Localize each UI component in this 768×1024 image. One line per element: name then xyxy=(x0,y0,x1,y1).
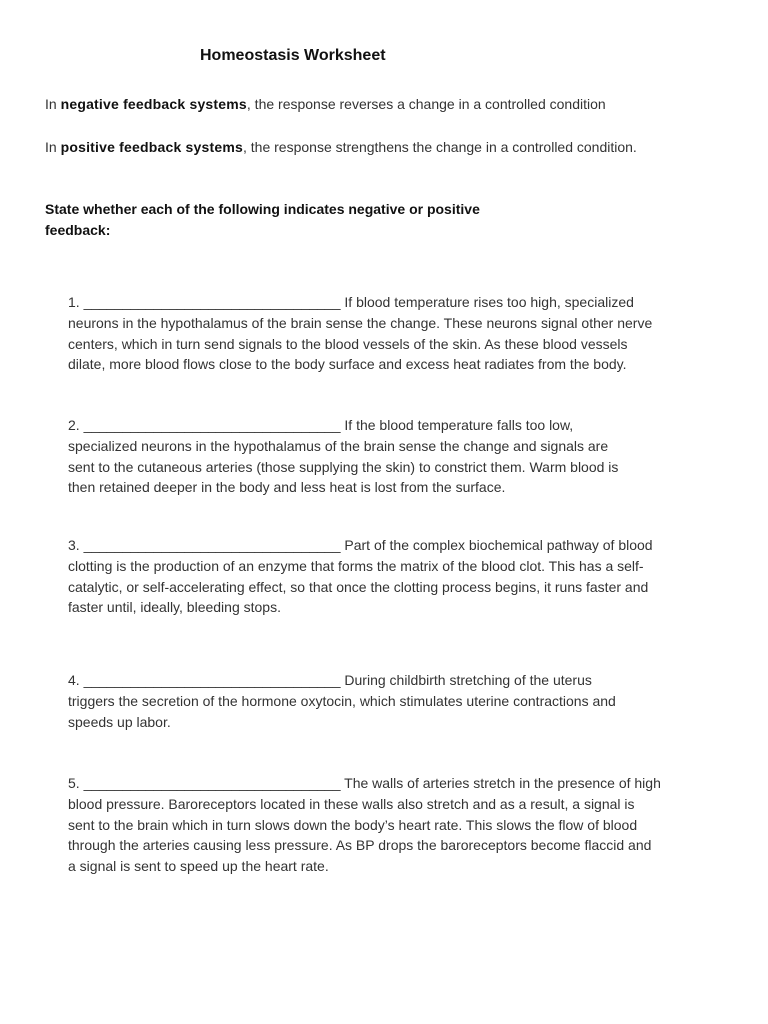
question-line: catalytic, or self-accelerating effect, so that once the clotting process begins, it runs faster and xyxy=(68,578,649,595)
question-line: 1. _________________________________ If blood temperature rises too high, specialized xyxy=(68,294,634,310)
question-line: faster until, ideally, bleeding stops. xyxy=(68,599,281,616)
question-line: 3. _________________________________ Part of the complex biochemical pathway of blood xyxy=(68,537,653,553)
instructions xyxy=(45,199,565,241)
question-line: specialized neurons in the hypothalamus of the brain sense the change and signals are xyxy=(68,437,609,454)
question-line: triggers the secretion of the hormone oxytocin, which stimulates uterine contractions and xyxy=(68,692,616,709)
question-line: through the arteries causing less pressure. As BP drops the baroreceptors become flaccid and xyxy=(68,837,652,854)
definition-text: , the response strengthens the change in a controlled condition. xyxy=(243,139,637,155)
question-line: 4. _________________________________ During childbirth stretching of the uterus xyxy=(68,672,592,688)
question-3 xyxy=(68,535,708,618)
question-5 xyxy=(68,773,708,877)
question-line: sent to the brain which in turn slows down the body’s heart rate. This slows the flow of blood xyxy=(68,816,638,833)
question-line: dilate, more blood flows close to the body surface and excess heat radiates from the body. xyxy=(68,356,627,373)
instruction-line: feedback: xyxy=(45,222,111,238)
question-line: speeds up labor. xyxy=(68,713,171,730)
question-line: 5. _________________________________ The walls of arteries stretch in the presence of high xyxy=(68,775,661,791)
question-line: sent to the cutaneous arteries (those supplying the skin) to constrict them. Warm blood is xyxy=(68,458,619,475)
definition-prefix: In xyxy=(45,96,61,112)
question-line: then retained deeper in the body and less heat is lost from the surface. xyxy=(68,479,506,496)
positive-feedback-term: positive feedback systems xyxy=(60,139,243,155)
question-line: a signal is sent to speed up the heart rate. xyxy=(68,858,329,875)
question-line: clotting is the production of an enzyme that forms the matrix of the blood clot. This has a self- xyxy=(68,557,644,574)
question-1 xyxy=(68,292,708,375)
question-line: blood pressure. Baroreceptors located in these walls also stretch and as a result, a signal is xyxy=(68,795,635,812)
question-line: neurons in the hypothalamus of the brain sense the change. These neurons signal other nerve xyxy=(68,314,653,331)
positive-feedback-definition xyxy=(45,138,637,156)
definition-text: , the response reverses a change in a controlled condition xyxy=(246,96,606,112)
negative-feedback-term: negative feedback systems xyxy=(60,96,247,112)
page-title: Homeostasis Worksheet xyxy=(200,47,386,64)
negative-feedback-definition xyxy=(45,95,606,113)
question-4 xyxy=(68,670,708,732)
question-line: 2. _________________________________ If the blood temperature falls too low, xyxy=(68,417,574,433)
question-2 xyxy=(68,415,708,498)
question-line: centers, which in turn send signals to the blood vessels of the skin. As these blood vessels xyxy=(68,335,628,352)
definition-prefix: In xyxy=(45,139,61,155)
instruction-line: State whether each of the following indicates negative or positive xyxy=(45,201,480,217)
